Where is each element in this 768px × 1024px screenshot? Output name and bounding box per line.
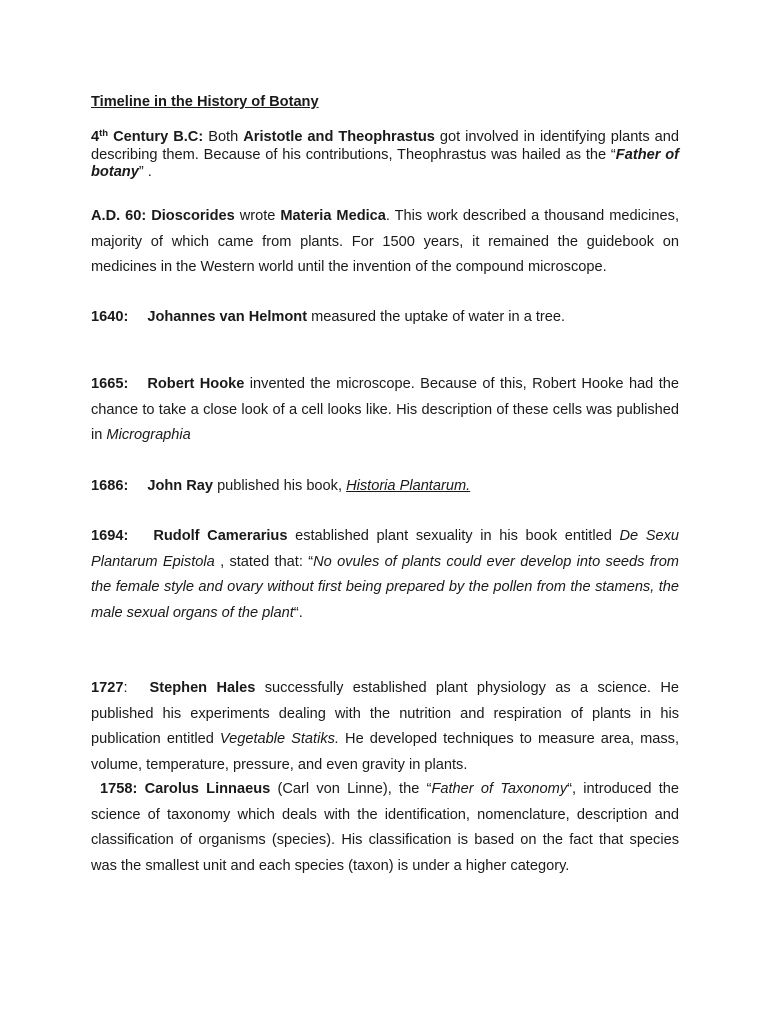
entry-epithet: Father of Taxonomy — [431, 781, 568, 797]
entry-quote: No ovules of plants could ever develop into seeds from the female style and ovary without first being prepared by the pollen from the stamens, the male sexual organs of the plant — [91, 553, 679, 621]
entry-year: 1665: — [91, 376, 129, 392]
entry-name: Robert Hooke — [147, 376, 245, 392]
timeline-entry-1694: 1694: Rudolf Camerarius established plant sexuality in his book entitled De Sexu Plantarum Epistola , stated that: “No ovules of plants could ever develop into seeds from the female style and ovary without first being prepared by the pollen from the stamens, the male sexual organs of the plant“. — [91, 528, 679, 621]
entry-name: Stephen Hales — [149, 680, 256, 696]
document-title: Timeline in the History of Botany — [91, 94, 319, 110]
entry-work: Micrographia — [106, 427, 191, 443]
entry-work: Materia Medica — [280, 208, 386, 224]
entry-name: Aristotle and Theophrastus — [243, 129, 435, 145]
entry-epithet: Father of botany — [91, 146, 679, 180]
entry-name: Carolus Linnaeus — [137, 781, 271, 797]
entry-year: 1727 — [91, 680, 124, 696]
timeline-entry-1758: 1758: Carolus Linnaeus (Carl von Linne), the “Father of Taxonomy“, introduced the science of taxonomy which deals with the identification, nomenclature, description and classification of organisms (species). His classification is based on the fact that species was the smallest unit and each species (taxon) is under a higher category. — [91, 781, 679, 874]
timeline-entry-1665: 1665: Robert Hooke invented the microscope. Because of this, Robert Hooke had the chance to take a close look of a cell looks like. His description of these cells was published in Micrographia — [91, 376, 679, 443]
timeline-entry-4th-century-bc: 4th Century B.C: Both Aristotle and Theophrastus got involved in identifying plants and describing them. Because of his contributions, Theophrastus was hailed as the “Father of botany” . — [91, 128, 680, 180]
entry-year: A.D. 60: — [91, 208, 147, 224]
entry-year: 1686: — [91, 478, 129, 494]
timeline-entry-ad-60: A.D. 60: Dioscorides wrote Materia Medica. This work described a thousand medicines, majority of which came from plants. For 1500 years, it remained the guidebook on medicines in the Western world until the invention of the compound microscope. — [91, 208, 680, 275]
entry-name: John Ray — [147, 478, 214, 494]
entry-name: Johannes van Helmont — [147, 309, 308, 325]
entry-name: Dioscorides — [146, 208, 235, 224]
timeline-entry-1727: 1727: Stephen Hales successfully established plant physiology as a science. He published his experiments dealing with the nutrition and respiration of plants in his publication entitled Vegetable Statiks. He developed techniques to measure area, mass, volume, temperature, pressure, and even gravity in plants. — [91, 680, 679, 773]
entry-year: 1758: — [100, 781, 138, 797]
entry-year: 1640: — [91, 309, 129, 325]
entry-work: Historia Plantarum. — [346, 478, 471, 494]
timeline-entry-1640: 1640: Johannes van Helmont measured the uptake of water in a tree. — [91, 309, 566, 325]
entry-name: Rudolf Camerarius — [153, 528, 288, 544]
entry-work: De Sexu Plantarum Epistola — [91, 528, 679, 570]
timeline-entry-1686: 1686: John Ray published his book, Historia Plantarum. — [91, 478, 471, 494]
entry-year: 4th Century B.C: — [91, 128, 204, 145]
entry-year: 1694: — [91, 528, 129, 544]
entry-work: Vegetable Statiks. — [219, 731, 339, 747]
